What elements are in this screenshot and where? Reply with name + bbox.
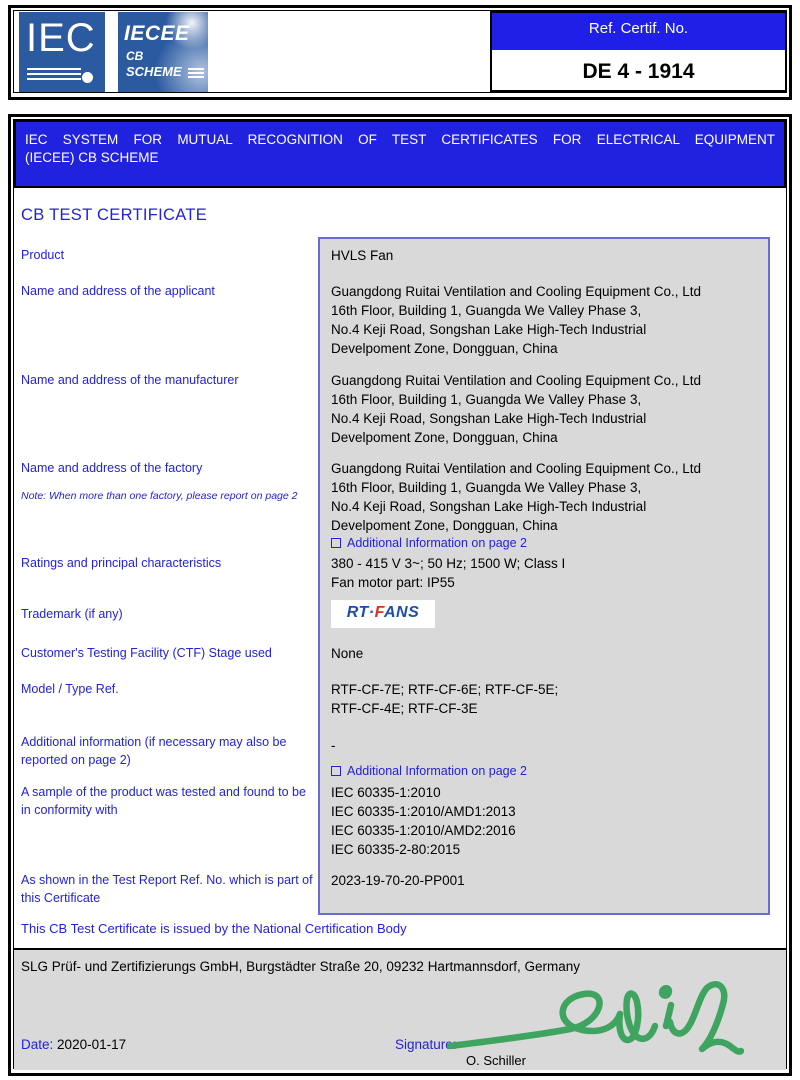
iec-logo-text: IEC	[26, 16, 96, 60]
scheme-banner-line1: IEC SYSTEM FOR MUTUAL RECOGNITION OF TEST CERTIFICATES FOR ELECTRICAL EQUIPMENT	[25, 132, 775, 147]
manufacturer-line: Develpoment Zone, Dongguan, China	[331, 430, 558, 445]
applicant-label: Name and address of the applicant	[21, 284, 215, 298]
ncb-footer-panel	[14, 948, 786, 1070]
iec-logo-dot-icon	[82, 72, 93, 83]
factory-additional-info-row	[331, 536, 527, 550]
product-value: HVLS Fan	[331, 248, 394, 263]
ratings-value	[331, 554, 565, 592]
standard-line: IEC 60335-1:2010/AMD1:2013	[331, 804, 516, 819]
date-label: Date:	[21, 1037, 54, 1052]
standards-value	[331, 783, 516, 859]
additional-info-row	[331, 764, 527, 778]
ratings-line: Fan motor part: IP55	[331, 575, 455, 590]
additional-info-text: Additional Information on page 2	[347, 764, 527, 778]
signature-label: Signature:	[395, 1037, 457, 1052]
manufacturer-line: Guangdong Ruitai Ventilation and Cooling Equipment Co., Ltd	[331, 373, 702, 388]
model-value	[331, 680, 558, 718]
factory-label: Name and address of the factory	[21, 461, 203, 475]
iecee-cb-scheme-logo	[118, 12, 208, 92]
applicant-line: Develpoment Zone, Dongguan, China	[331, 341, 558, 356]
iec-logo-lines-icon	[27, 68, 81, 83]
ref-certif-box	[490, 11, 787, 92]
date-value: 2020-01-17	[57, 1037, 127, 1052]
model-line: RTF-CF-7E; RTF-CF-6E; RTF-CF-5E;	[331, 682, 559, 697]
checkbox-icon	[331, 538, 341, 548]
factory-line: No.4 Keji Road, Songshan Lake High-Tech Industrial	[331, 499, 647, 514]
manufacturer-label: Name and address of the manufacturer	[21, 373, 239, 387]
factory-line: Guangdong Ruitai Ventilation and Cooling Equipment Co., Ltd	[331, 461, 702, 476]
additional-info-label: Additional information (if necessary may also be reported on page 2)	[21, 735, 287, 767]
model-line: RTF-CF-4E; RTF-CF-3E	[331, 701, 478, 716]
model-label: Model / Type Ref.	[21, 682, 119, 696]
issued-by-statement: This CB Test Certificate is issued by the National Certification Body	[21, 921, 407, 936]
checkbox-icon	[331, 766, 341, 776]
header-block	[8, 5, 792, 100]
ctf-value: None	[331, 646, 364, 661]
standard-line: IEC 60335-1:2010	[331, 785, 441, 800]
manufacturer-value	[331, 371, 701, 447]
ref-certif-label: Ref. Certif. No.	[492, 13, 785, 50]
factory-note: Note: When more than one factory, please report on page 2	[21, 490, 298, 502]
additional-info-value: -	[331, 738, 336, 753]
header-block-inner	[13, 10, 787, 93]
trademark-rt-text: RT·	[346, 604, 375, 621]
iecee-logo-scheme-text: SCHEME	[126, 64, 182, 79]
certificate-body-block	[8, 114, 792, 1076]
trademark-ans-text: ANS	[383, 604, 420, 621]
manufacturer-line: 16th Floor, Building 1, Guangda We Valley Phase 3,	[331, 392, 642, 407]
factory-line: 16th Floor, Building 1, Guangda We Valley Phase 3,	[331, 480, 642, 495]
rt-fans-trademark-logo	[331, 600, 435, 628]
applicant-line: 16th Floor, Building 1, Guangda We Valley Phase 3,	[331, 303, 642, 318]
certificate-body-inner	[13, 119, 787, 1069]
ref-certif-number: DE 4 - 1914	[582, 60, 695, 83]
applicant-line: Guangdong Ruitai Ventilation and Cooling Equipment Co., Ltd	[331, 284, 702, 299]
standards-label: A sample of the product was tested and found to be in conformity with	[21, 785, 306, 817]
product-label: Product	[21, 248, 65, 262]
signatory-name: O. Schiller	[466, 1053, 526, 1068]
standard-line: IEC 60335-1:2010/AMD2:2016	[331, 823, 516, 838]
ncb-address: SLG Prüf- und Zertifizierungs GmbH, Burgstädter Straße 20, 09232 Hartmannsdorf, Germany	[21, 959, 580, 974]
iecee-logo-cb-text: CB	[126, 49, 144, 63]
factory-value	[331, 459, 701, 535]
scheme-banner-line2: (IECEE) CB SCHEME	[25, 150, 159, 165]
iecee-logo-text: IECEE	[124, 22, 190, 45]
date-row	[21, 1037, 126, 1052]
page-title: CB TEST CERTIFICATE	[21, 206, 208, 224]
manufacturer-line: No.4 Keji Road, Songshan Lake High-Tech Industrial	[331, 411, 647, 426]
ratings-label: Ratings and principal characteristics	[21, 556, 222, 570]
ctf-label: Customer's Testing Facility (CTF) Stage used	[21, 646, 272, 660]
applicant-value	[331, 282, 701, 358]
test-report-value: 2023-19-70-20-PP001	[331, 873, 465, 888]
applicant-line: No.4 Keji Road, Songshan Lake High-Tech Industrial	[331, 322, 647, 337]
trademark-label: Trademark (if any)	[21, 607, 123, 621]
factory-line: Develpoment Zone, Dongguan, China	[331, 518, 558, 533]
iec-logo	[19, 12, 105, 92]
trademark-f-text: F	[374, 604, 384, 621]
ratings-line: 380 - 415 V 3~; 50 Hz; 1500 W; Class I	[331, 556, 566, 571]
test-report-label: As shown in the Test Report Ref. No. which is part of this Certificate	[21, 873, 313, 905]
standard-line: IEC 60335-2-80:2015	[331, 842, 461, 857]
factory-additional-info-text: Additional Information on page 2	[347, 536, 527, 550]
scheme-banner	[14, 120, 786, 188]
iecee-logo-lines-icon	[188, 68, 204, 80]
